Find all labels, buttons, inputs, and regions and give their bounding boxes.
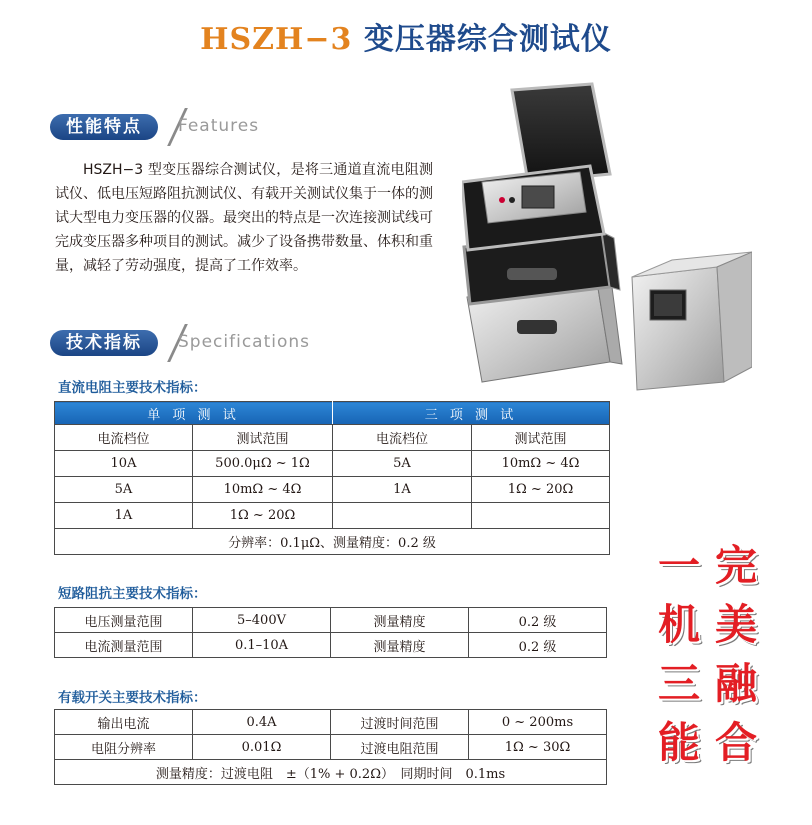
slogan-char: 机 <box>658 600 701 649</box>
table-cell: 过渡电阻范围 <box>331 735 469 760</box>
features-description: HSZH−3 型变压器综合测试仪，是将三通道直流电阻测试仪、低电压短路阻抗测试仪、有载开关测试仪集于一体的测试大型电力变压器的仪器。最突出的特点是一次连接测试线可完成变压器多种项目的测试。减少了设备携带数量、体积和重量，减轻了劳动强度，提高了工作效率。 <box>55 162 433 274</box>
table-cell: 5A <box>55 477 193 503</box>
table-cell: 测量精度 <box>331 608 469 633</box>
table-cell: 1A <box>333 477 472 503</box>
dc-three-title: 三 项 测 试 <box>333 402 610 425</box>
slogan-char: 三 <box>658 659 701 708</box>
table-cell <box>472 503 610 529</box>
table-cell: 10A <box>55 451 193 477</box>
table-cell: 电流档位 <box>333 425 472 451</box>
table-cell: 测试范围 <box>193 425 333 451</box>
slogan-char: 能 <box>658 718 701 767</box>
table-cell: 0.01Ω <box>193 735 331 760</box>
table-cell <box>333 503 472 529</box>
table-row <box>55 451 610 477</box>
table-row <box>55 710 607 735</box>
table-cell: 1Ω ~ 20Ω <box>193 503 333 529</box>
slogan-char: 合 <box>715 718 758 767</box>
table-row <box>55 735 607 760</box>
slogan-char: 一 <box>658 541 701 590</box>
table-cell: 电流测量范围 <box>55 633 193 658</box>
tap-heading: 有载开关主要技术指标： <box>58 690 207 706</box>
short-table <box>54 607 607 658</box>
table-cell: 过渡时间范围 <box>331 710 469 735</box>
table-cell: 5–400V <box>193 608 331 633</box>
tap-footer: 测量精度：过渡电阻 ±（1% + 0.2Ω） 同期时间 0.1ms <box>55 760 607 785</box>
table-cell: 电阻分辨率 <box>55 735 193 760</box>
table-row <box>55 503 610 529</box>
slogan-char: 完 <box>715 541 758 590</box>
table-row <box>55 760 607 785</box>
table-cell: 测试范围 <box>472 425 610 451</box>
table-row <box>55 529 610 555</box>
table-cell: 1A <box>55 503 193 529</box>
table-cell: 0.1–10A <box>193 633 331 658</box>
table-cell: 0.4A <box>193 710 331 735</box>
features-header <box>50 112 280 142</box>
title-model: HSZH−3 <box>200 22 353 57</box>
specs-label-en: Specifications <box>178 332 311 352</box>
table-cell: 500.0μΩ ~ 1Ω <box>193 451 333 477</box>
table-row <box>55 608 607 633</box>
table-cell: 电流档位 <box>55 425 193 451</box>
dc-table <box>54 401 610 555</box>
dc-single-title: 单 项 测 试 <box>55 402 333 425</box>
dc-footer: 分辨率：0.1μΩ、测量精度：0.2 级 <box>55 529 610 555</box>
slogan-char: 美 <box>715 600 758 649</box>
page-title <box>0 14 812 58</box>
tap-table <box>54 709 607 785</box>
table-row <box>55 633 607 658</box>
table-cell: 10mΩ ~ 4Ω <box>193 477 333 503</box>
short-heading: 短路阻抗主要技术指标： <box>58 586 207 602</box>
specs-label: 技术指标 <box>50 330 158 356</box>
table-cell: 0 ~ 200ms <box>469 710 607 735</box>
slogan-char: 融 <box>715 659 758 708</box>
table-cell: 0.2 级 <box>469 633 607 658</box>
table-cell: 1Ω ~ 30Ω <box>469 735 607 760</box>
table-cell: 1Ω ~ 20Ω <box>472 477 610 503</box>
features-label: 性能特点 <box>50 114 158 140</box>
table-row <box>55 425 610 451</box>
table-cell: 5A <box>333 451 472 477</box>
table-cell: 测量精度 <box>331 633 469 658</box>
table-row <box>55 477 610 503</box>
table-cell: 0.2 级 <box>469 608 607 633</box>
table-cell: 输出电流 <box>55 710 193 735</box>
product-image <box>462 82 752 392</box>
features-label-en: Features <box>178 116 260 136</box>
table-cell: 10mΩ ~ 4Ω <box>472 451 610 477</box>
title-name: 变压器综合测试仪 <box>363 22 612 57</box>
dc-heading: 直流电阻主要技术指标： <box>58 380 207 396</box>
table-cell: 电压测量范围 <box>55 608 193 633</box>
specs-header <box>50 328 320 358</box>
